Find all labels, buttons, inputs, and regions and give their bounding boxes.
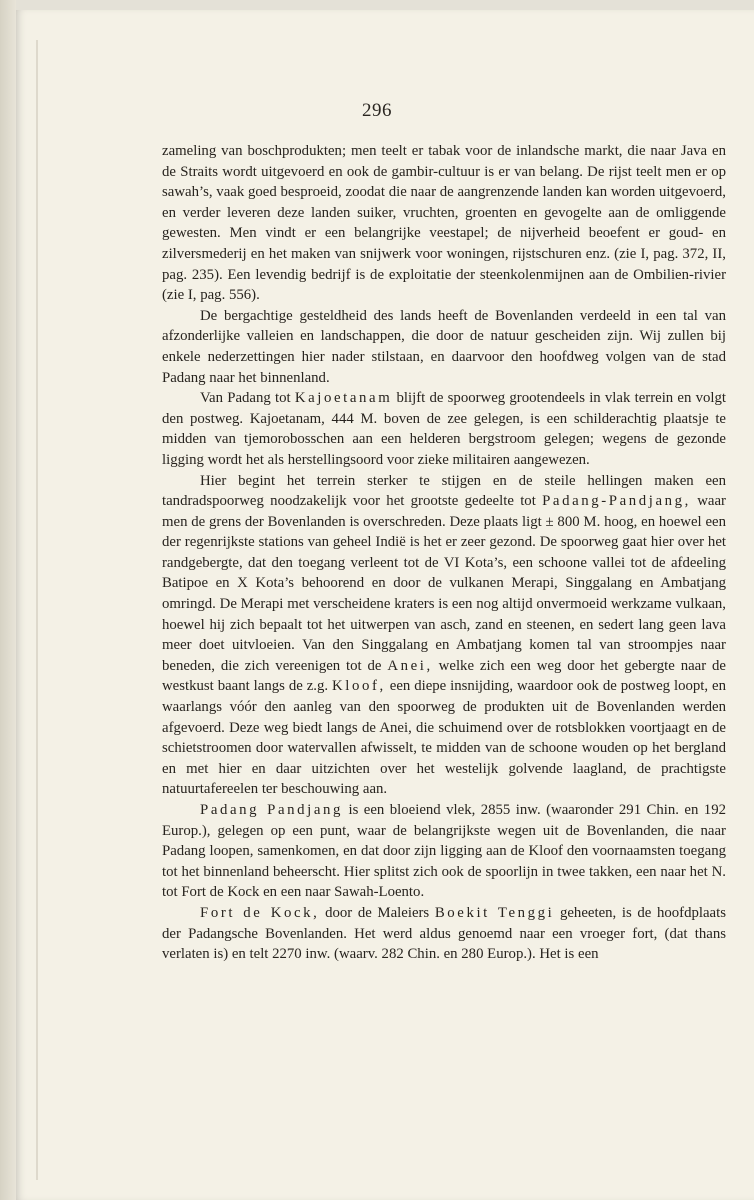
spaced-place-name: Fort de Kock, <box>200 904 320 921</box>
text-segment: Hier begint het terrein sterker te stijgen en de steile hellingen maken een tandradspoorweg noodzakelijk voor het grootste gedeelte tot <box>162 472 726 510</box>
text-segment: De bergachtige gesteldheid des lands heeft de Bovenlanden verdeeld in een tal van afzonderlijke valleien en landschappen, die door de natuur gescheiden zijn. Wij zullen bij enkele nederzettingen hier nader stilstaan, en daarvoor den hoofdweg volgen van de stad Padang naar het binnenland. <box>162 307 726 386</box>
spaced-place-name: Padang-Pandjang, <box>542 493 691 510</box>
text-segment: door de Maleiers <box>319 904 435 921</box>
text-segment: een diepe insnijding, waardoor ook de postweg loopt, en waarlangs vóór den aanleg van den spoorweg de produkten uit de Bovenlanden werden afgevoerd. Deze weg biedt langs de Anei, die schuimend over de rotsblokken voortjaagt en de schietstroomen door watervallen afwisselt, te midden van de schoone wouden op het bergland en met hier en daar uitzichten over het westelijk golvende laagland, de prachtigste natuurtafereelen ter beschouwing aan. <box>162 678 726 798</box>
text-segment: Van Padang tot <box>200 390 295 407</box>
paragraph-3 <box>162 388 726 470</box>
spaced-place-name: Anei, <box>387 657 433 674</box>
text-segment: welke zich een weg door het gebergte naar de westkust baant langs de z.g. <box>162 657 727 695</box>
paragraph-4 <box>162 471 726 801</box>
spaced-place-name: Boekit Tenggi <box>434 904 555 921</box>
text-segment: geheeten, is de hoofdplaats der Padangsche Bovenlanden. Het werd aldus genoemd naar een vroeger fort, (dat thans verlaten is) en telt 2270 inw. (waarv. 282 Chin. en 280 Europ.). Het is een <box>162 904 726 963</box>
text-segment: blijft de spoorweg grootendeels in vlak terrein en volgt den postweg. Kajoetanam, 444 M. boven de zee gelegen, is een schilderachtig plaatsje te midden van tjemorobosschen aan een helderen bergstroom gelegen; wegens de gezonde ligging wordt het als herstellingsoord voor zieke militairen aangewezen. <box>162 390 726 468</box>
spaced-place-name: Padang Pandjang <box>200 802 344 818</box>
spaced-place-name: Kloof, <box>332 678 386 695</box>
paragraph-6 <box>162 903 726 965</box>
paragraph-2 <box>162 306 726 388</box>
page-number: 296 <box>362 100 392 121</box>
text-segment: waar men de grens der Bovenlanden is overschreden. Deze plaats ligt ± 800 M. hoog, en hoewel een der regenrijkste stations van geheel Indië is het er zeer gezond. De spoorweg gaat hier over het randgebergte, dat den toegang verleent tot de VI Kota’s, een schoone vallei tot de afdeeling Batipoe en X Kota’s behoorend en door de vulkanen Merapi, Singgalang en Ambatjang omringd. De Merapi met verscheidene kraters is een nog altijd onvermoeid werkzame vulkaan, hoewel hij zich bepaalt tot het uitwerpen van asch, zand en steenen, en sedert lang geen lava meer doet uitvloeien. Van den Singgalang en Ambatjang komen tal van stroompjes naar beneden, die zich vereenigen tot de <box>162 493 726 674</box>
paragraph-5 <box>162 800 726 903</box>
binding-line <box>36 40 38 1180</box>
spaced-place-name: Kajoetanam <box>294 390 393 407</box>
body-text <box>162 141 726 965</box>
text-segment: is een bloeiend vlek, 2855 inw. (waaronder 291 Chin. en 192 Europ.), gelegen op een punt, waar de belangrijkste wegen uit de Bovenlanden, die naar Padang loopen, samenkomen, en dat door zijn ligging aan de Kloof den voornaamsten toegang tot het binnenland beheerscht. Hier splitst zich ook de spoorlijn in twee takken, een naar het N. tot Fort de Kock en een naar Sawah-Loento. <box>162 802 727 901</box>
text-segment: zameling van boschprodukten; men teelt er tabak voor de inlandsche markt, die naar Java en de Straits wordt uitgevoerd en ook de gambir-cultuur is er van belang. De rijst teelt men er op sawah’s, vaak goed besproeid, zoodat die naar de aangrenzende landen kan worden uitgevoerd, en verder leveren deze landen suiker, vruchten, groenten en gevogelte aan de omliggende gewesten. Men vindt er een belangrijke veestapel; de nijverheid beoefent er goud- en zilversmederij en het maken van snijwerk voor woningen, rijstschuren enz. (zie I, pag. 372, II, pag. 235). Een levendig bedrijf is de exploitatie der steenkolenmijnen aan de Ombilien-rivier (zie I, pag. 556). <box>162 143 726 304</box>
page-edge-shadow <box>0 0 16 1200</box>
paragraph-1 <box>162 141 726 306</box>
